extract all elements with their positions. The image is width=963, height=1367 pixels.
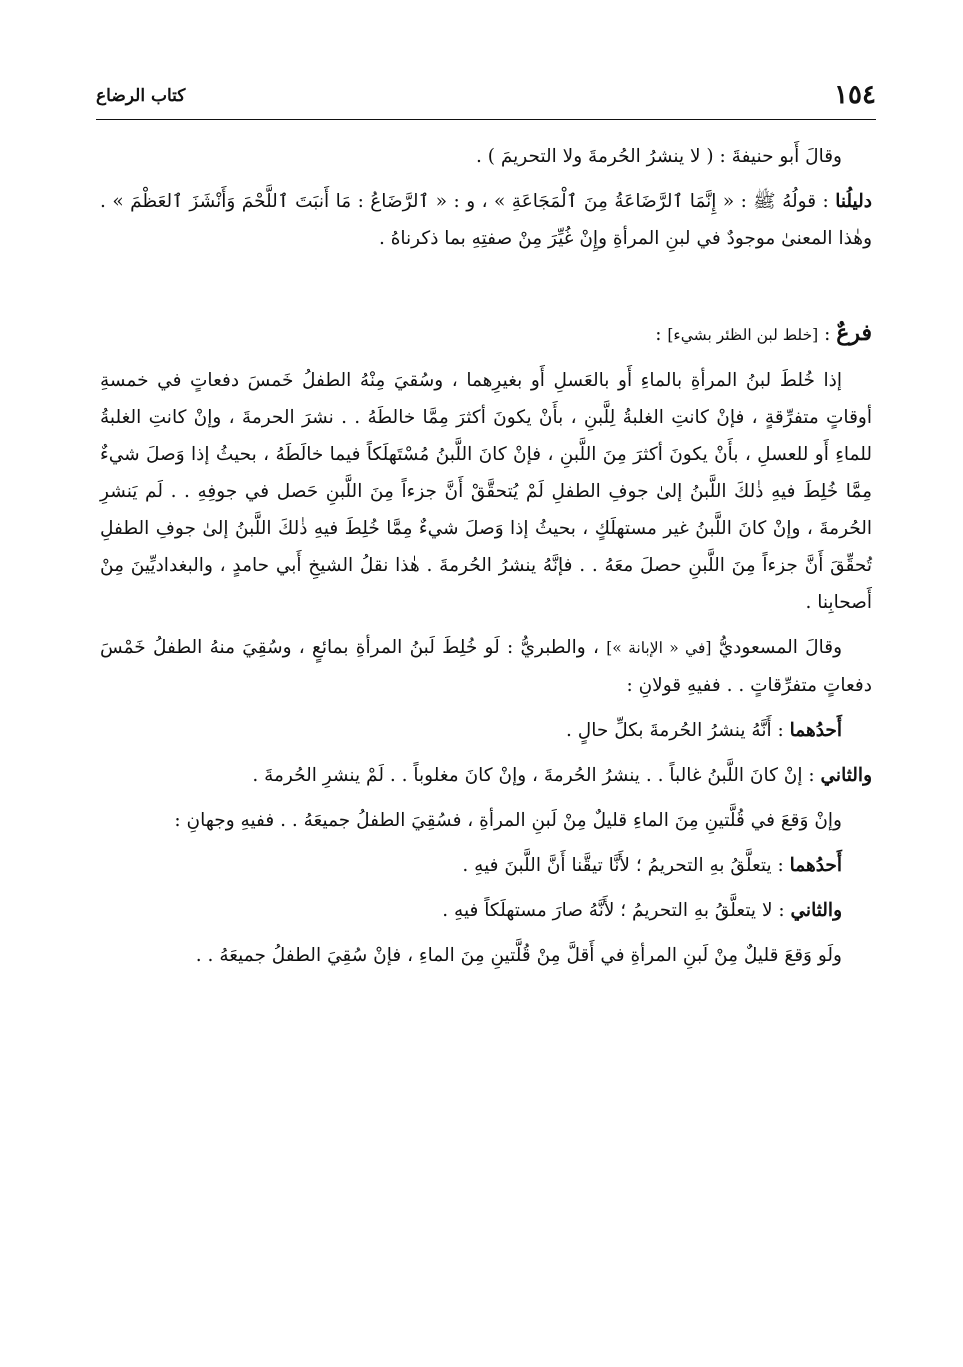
paragraph-second-aspect	[100, 892, 872, 929]
running-title: كتاب الرضاع	[96, 86, 186, 106]
paragraph-masudi	[100, 629, 872, 704]
first-label: أَحدُهما	[789, 720, 842, 741]
paragraph-text: إذا خُلطَ لبنُ المرأةِ بالماءِ أَو بالعَسلِ أَو بغيرِهما ، وسُقيَ مِنْهُ الطفلُ خَمسَ دفعاتٍ في خمسةِ أوقاتٍ متفرِّقةٍ ، فإنْ كانتِ الغلبةُ لِلَّبنِ ، بأَنْ يكونَ أكثرَ مِمَّا خالطَهُ . . نشرَ الحرمةَ ، وإنْ كانتِ الغلبةُ للماءِ أَو للعسلِ ، بأَنْ يكونَ أكثرَ مِنَ اللَّبنِ ، فإنْ كانَ اللَّبنُ مُسْتَهلَكاً فيما خالَطَهُ ، بحيثُ إذا وَصلَ شيءٌ مِمَّا خُلِطَ فيهِ ذٰلكَ اللَّبنُ إلىٰ جوفِ الطفلِ لَمْ يُتحقَّقْ أَنَّ جزءاً مِنَ اللَّبنِ حَصل في جوفِهِ . . لَم يَنشرِ الحُرمةَ ، وإنْ كانَ اللَّبنُ غير مستهلَكٍ ، بحيثُ إذا وَصلَ شيءٌ مِمَّا خُلِطَ فيهِ ذٰلكَ اللَّبنُ إلىٰ جوفِ الطفلِ تُحقِّقَ أَنَّ جزءاً مِنَ اللَّبنِ حصلَ معَهُ . . فإنَّهُ ينشرُ الحُرمةَ . هٰذا نقلُ الشيخِ أَبي حامدٍ ، والبغداديِّينَ مِنْ أَصحابِنا .	[100, 370, 872, 613]
paragraph-first-opinion	[100, 712, 872, 749]
paragraph-second-opinion	[100, 757, 872, 794]
paragraph-mixing-rule	[100, 362, 872, 621]
paragraph-first-aspect	[100, 847, 872, 884]
paragraph-text: : أَنَّهُ ينشرُ الحُرمةَ بكلِّ حالٍ .	[566, 720, 790, 741]
paragraph-text: وإنْ وَقعَ في قُلَّتينِ مِنَ الماءِ قليلٌ مِنْ لَبنِ المرأةِ ، فسُقِيَ الطفلُ جميعَهُ . . ففيهِ وجهانِ :	[174, 810, 842, 831]
second-label: والثاني	[790, 900, 842, 921]
paragraph-text: ، والطبريُّ : لَو خُلِطَ لَبنُ المرأةِ بمائعٍ ، وسُقِيَ منهُ الطفلُ خَمْسَ دفعاتٍ متفرِّقاتٍ . . ففيهِ قولانِ :	[100, 637, 872, 696]
page-number: ١٥٤	[834, 80, 876, 110]
header-divider	[96, 119, 876, 120]
paragraph-text: : إنْ كانَ اللَّبنُ غالباً . . ينشرُ الحُرمةَ ، وإنْ كانَ مغلوباً . . لَمْ ينشرِ الحُرمةَ .	[252, 765, 821, 786]
ibana-note: [في « الإبانة »]	[606, 639, 712, 657]
paragraph-text: : لا يتعلَّقُ بهِ التحريمُ ؛ لأَنَّهُ صارَ مستهلَكاً فيهِ .	[442, 900, 791, 921]
far-label: فرعٌ	[836, 320, 872, 346]
paragraph-abu-hanifa	[100, 138, 872, 175]
paragraph-qullatayn	[100, 802, 872, 839]
paragraph-text: : يتعلَّقُ بهِ التحريمُ ؛ لأَنَّا تيقَّنا أَنَّ اللَّبنَ فيهِ .	[462, 855, 790, 876]
far-note: [خلط لبن الظئر بشيء]	[667, 326, 819, 344]
page-body	[100, 138, 872, 982]
paragraph-text: ولَو وَقعَ قليلٌ مِنْ لَبنِ المرأةِ في أَقلَّ مِنْ قُلَّتينِ مِنَ الماءِ ، فإنْ سُقِيَ الطفلُ جميعَهُ . .	[195, 945, 842, 966]
evidence-label: دليلُنا	[835, 191, 872, 212]
paragraph-evidence	[100, 183, 872, 257]
far-heading	[100, 315, 872, 354]
second-label: والثاني	[820, 765, 872, 786]
section-gap	[100, 265, 872, 315]
far-end: :	[655, 324, 668, 345]
paragraph-text: وقالَ أَبو حنيفةَ : ( لا ينشرُ الحُرمةَ ولا التحريمَ ) .	[475, 146, 842, 167]
paragraph-text: : قولُهُ ﷺ : « إِنَّمَا ٱلرَّضَاعَةُ مِنَ ٱلْمَجَاعَةِ » ، و : « ٱلرَّضَاعُ : مَا أَنبَتَ ٱللَّحْمَ وَأَنْشَزَ ٱلعَظْمَ » . وهٰذا المعنىٰ موجودٌ في لبنِ المرأةِ وإِنْ غُيِّرَ مِنْ صفتِهِ بما ذكرناهُ .	[100, 191, 872, 249]
paragraph-less-than-qullatayn	[100, 937, 872, 974]
first-label: أَحدُهما	[789, 855, 842, 876]
far-separator: :	[818, 324, 837, 345]
paragraph-text: وقالَ المسعوديُّ	[711, 637, 843, 658]
page-header	[96, 78, 876, 120]
